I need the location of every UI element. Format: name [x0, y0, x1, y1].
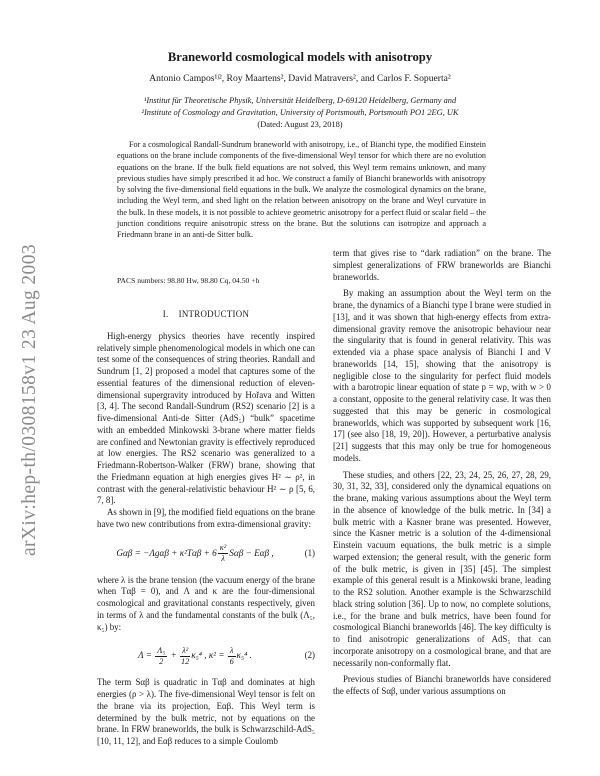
paragraph: Previous studies of Bianchi braneworlds have considered the effects of Sαβ, under various assumptions on	[333, 674, 551, 696]
equation-term: κ₅⁴ , κ² =	[191, 650, 225, 661]
equation-term: κ₅⁴ .	[236, 650, 252, 661]
arxiv-identifier[interactable]: arXiv:hep-th/0308158v1 23 Aug 2003	[19, 243, 41, 557]
equation-fraction	[218, 543, 229, 564]
author-list: Antonio Campos¹ʲ², Roy Maartens², David Matravers², and Carlos F. Sopuerta²	[149, 73, 451, 84]
paragraph: where λ is the brane tension (the vacuum energy of the brane when Tαβ = 0), and Λ and κ are the four-dimensional cosmological and gravitational constants respectively, given in terms of λ and the fundamental constants of the bulk (Λ₅, κ₅) by:	[97, 574, 315, 632]
equation-term: Λ =	[138, 650, 152, 661]
fraction-denominator: 12	[180, 656, 190, 666]
equation-term: Sαβ − Eαβ ,	[229, 547, 274, 558]
fraction-numerator: Λ₅	[157, 645, 166, 655]
pacs-numbers: PACS numbers: 98.80 Hw, 98.80 Cq, 04.50 +h	[117, 276, 260, 285]
section-number: I.	[162, 309, 169, 319]
paragraph: The term Sαβ is quadratic in Tαβ and dominates at high energies (ρ > λ). The five-dimensional Weyl tensor is felt on the brane via its projection, Eαβ. This Weyl term is determined by the bulk metric, not by equations on the brane. In FRW braneworlds, the bulk is Schwarzschild-AdS₅ [10, 11, 12], and Eαβ reduces to a simple Coulomb	[97, 677, 315, 746]
equation-2	[97, 639, 315, 673]
affiliation-2: ²Institute of Cosmology and Gravitation, University of Portsmouth, Portsmouth PO1 2EG, UK	[141, 108, 459, 117]
paragraph: These studies, and others [22, 23, 24, 25, 26, 27, 28, 29, 30, 31, 32, 33], considered only the dynamical equations on the brane, making various assumptions about the Weyl term in the absence of knowledge of the bulk metric. In [34] a bulk metric with a Kasner brane was presented. However, since the Kasner metric is a solution of the 4-dimensional Einstein vacuum equations, the bulk metric is a simple warped extension; the general result, with the generic form of the bulk metric, is given in [35] [45]. The simplest example of this general result is a Minkowski brane, leading to the RS2 solution. Another example is the Schwarzschild black string solution [36]. Up to now, no complete solutions, i.e., for the brane and bulk metrics, have been found for cosmological Bianchi braneworlds [46]. The key difficulty is to find anisotropic generalizations of AdS₅ that can incorporate anisotropy on a cosmological brane, and that are necessarily non-conformally flat.	[333, 469, 551, 668]
paragraph: High-energy physics theories have recently inspired relatively simple phenomenological models in which one can test some of the consequences of string theories. Randall and Sundrum [1, 2] proposed a model that captures some of the essential features of the dimensional reduction of eleven-dimensional supergravity introduced by Hořava and Witten [3, 4]. The second Randall-Sundrum (RS2) scenario [2] is a five-dimensional Anti-de Sitter (AdS₅) “bulk” spacetime with an embedded Minkowski 3-brane where matter fields are confined and Newtonian gravity is effectively reproduced at low energies. The RS2 scenario was generalized to a Friedmann-Robertson-Walker (FRW) brane, showing that the Friedmann equation at high energies gives H² ∼ ρ², in contrast with the general-relativistic behaviour H² ∼ ρ [5, 6, 7, 8].	[97, 330, 315, 506]
paragraph: By making an assumption about the Weyl term on the brane, the dynamics of a Bianchi type I brane were studied in [13], and it was shown that high-energy effects from extra-dimensional gravity remove the anisotropic behaviour near the singularity that is found in general relativity. This was extended via a phase space analysis of Bianchi I and V braneworlds [14, 15], showing that the anisotropy is negligible close to the singularity for perfect fluid models with a barotropic linear equation of state p = wρ, with w > 0 a constant, opposite to the general relativity case. It was then suggested that this may be generic in cosmological braneworlds, which was supported by subsequent work [16, 17] (see also [18, 19, 20]). However, a perturbative analysis [21] suggests that this may only be true for homogeneous models.	[333, 288, 551, 463]
affiliation-1: ¹Institut für Theoretische Physik, Universität Heidelberg, D-69120 Heidelberg, Germany and	[143, 96, 457, 105]
fraction-numerator: λ	[229, 645, 234, 655]
equation-term: Gαβ = −Λgαβ + κ²Tαβ + 6	[116, 547, 217, 558]
paper-title: Braneworld cosmological models with anisotropy	[167, 50, 433, 64]
equation-number: (1)	[304, 547, 315, 558]
left-column	[97, 248, 315, 748]
equation-fraction	[155, 646, 167, 667]
paragraph: term that gives rise to “dark radiation” on the brane. The simplest generalizations of FRW braneworlds are Bianchi braneworlds.	[333, 248, 551, 282]
right-column	[333, 248, 551, 698]
equation-fraction	[180, 646, 190, 667]
equation-body	[97, 537, 293, 571]
abstract: For a cosmological Randall-Sundrum braneworld with anisotropy, i.e., of Bianchi type, the modified Einstein equations on the brane include components of the five-dimensional Weyl tensor for which there are no evolution equations on the brane. If the bulk field equations are not solved, this Weyl term remains unknown, and many previous studies have simply prescribed it ad hoc. We construct a family of Bianchi braneworlds with anisotropy by solving the five-dimensional field equations in the bulk. We analyze the cosmological dynamics on the brane, including the Weyl term, and shed light on the relation between anisotropy on the brane and Weyl curvature in the bulk. In these models, it is not possible to achieve geometric anisotropy for a perfect fluid or scalar field – the junction conditions require anisotropic stress on the brane. But the solutions can isotropize and approach a Friedmann brane in an anti-de Sitter bulk.	[117, 140, 486, 240]
fraction-denominator: 2	[159, 656, 164, 666]
equation-term: +	[170, 650, 177, 661]
fraction-numerator: κ²	[219, 543, 227, 552]
fraction-denominator: 6	[229, 656, 234, 666]
section-title: INTRODUCTION	[178, 309, 250, 319]
equation-fraction	[228, 646, 236, 667]
equation-body	[97, 639, 293, 673]
fraction-denominator: λ	[221, 554, 225, 563]
paragraph: As shown in [9], the modified field equations on the brane have two new contributions from extra-dimensional gravity:	[97, 507, 315, 529]
equation-1	[97, 537, 315, 571]
section-heading	[97, 309, 315, 321]
equation-number: (2)	[304, 650, 315, 661]
arxiv-stamp	[8, 215, 52, 585]
date-line: (Dated: August 23, 2018)	[257, 120, 343, 129]
fraction-numerator: λ²	[182, 645, 189, 655]
